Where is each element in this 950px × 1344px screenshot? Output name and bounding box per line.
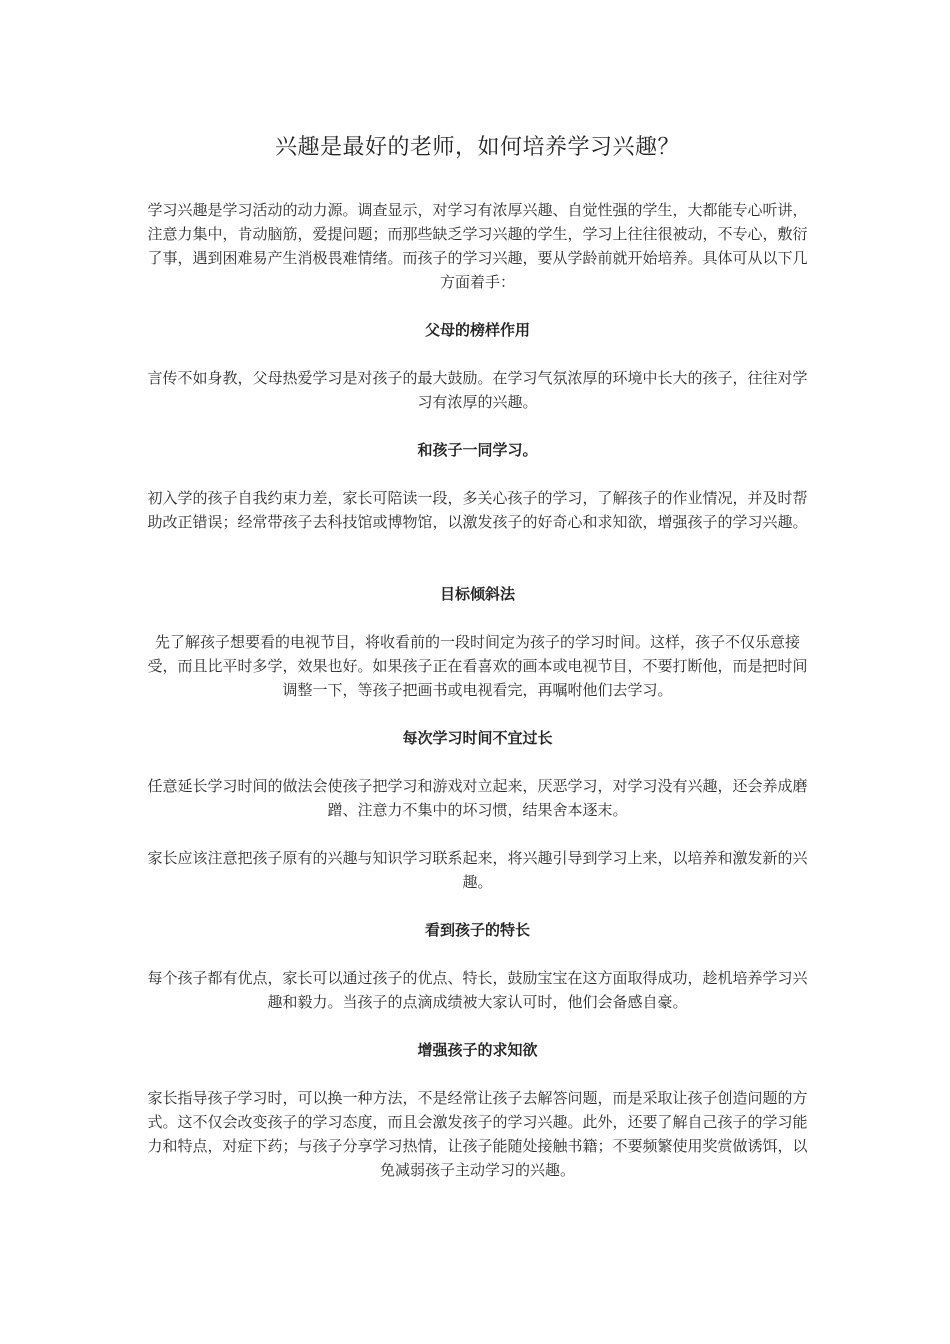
- page-title: 兴趣是最好的老师，如何培养学习兴趣？: [274, 135, 680, 160]
- section-heading-target-tilt: 目标倾斜法: [439, 585, 515, 603]
- section-heading-learn-together: 和孩子一同学习。: [417, 441, 538, 459]
- section-heading-study-duration: 每次学习时间不宜过长: [402, 729, 553, 747]
- section-body-study-duration-2: 家长应该注意把孩子原有的兴趣与知识学习联系起来，将兴趣引导到学习上来，以培养和激发新的兴趣。: [147, 849, 808, 891]
- section-heading-curiosity: 增强孩子的求知欲: [417, 1041, 538, 1059]
- section-body-role-model: 言传不如身教，父母热爱学习是对孩子的最大鼓励。在学习气氛浓厚的环境中长大的孩子，往往对学习有浓厚的兴趣。: [147, 369, 808, 411]
- section-body-target-tilt: 先了解孩子想要看的电视节目，将收看前的一段时间定为孩子的学习时间。这样，孩子不仅乐意接受，而且比平时多学，效果也好。如果孩子正在看喜欢的画本或电视节目，不要打断他，而是把时间调整一下，等孩子把画书或电视看完，再嘱咐他们去学习。: [147, 633, 808, 699]
- section-body-strengths: 每个孩子都有优点，家长可以通过孩子的优点、特长，鼓励宝宝在这方面取得成功，趁机培养学习兴趣和毅力。当孩子的点滴成绩被大家认可时，他们会备感自豪。: [147, 969, 808, 1011]
- section-heading-role-model: 父母的榜样作用: [424, 321, 530, 339]
- section-body-learn-together: 初入学的孩子自我约束力差，家长可陪读一段，多关心孩子的学习，了解孩子的作业情况，并及时帮助改正错误；经常带孩子去科技馆或博物馆，以激发孩子的好奇心和求知欲，增强孩子的学习兴趣。: [147, 489, 808, 531]
- intro-paragraph: 学习兴趣是学习活动的动力源。调查显示，对学习有浓厚兴趣、自觉性强的学生，大都能专心听讲，注意力集中，肯动脑筋，爱提问题；而那些缺乏学习兴趣的学生，学习上往往很被动，不专心，敷衍了事，遇到困难易产生消极畏难情绪。而孩子的学习兴趣，要从学龄前就开始培养。具体可从以下几方面着手：: [147, 201, 808, 291]
- section-heading-strengths: 看到孩子的特长: [424, 921, 530, 939]
- section-body-study-duration: 任意延长学习时间的做法会使孩子把学习和游戏对立起来，厌恶学习，对学习没有兴趣，还会养成磨蹭、注意力不集中的坏习惯，结果舍本逐末。: [147, 777, 808, 819]
- section-body-curiosity: 家长指导孩子学习时，可以换一种方法，不是经常让孩子去解答问题，而是采取让孩子创造问题的方式。这不仅会改变孩子的学习态度，而且会激发孩子的学习兴趣。此外，还要了解自己孩子的学习能力和特点，对症下药；与孩子分享学习热情，让孩子能随处接触书籍；不要频繁使用奖赏做诱饵，以免减弱孩子主动学习的兴趣。: [147, 1089, 808, 1179]
